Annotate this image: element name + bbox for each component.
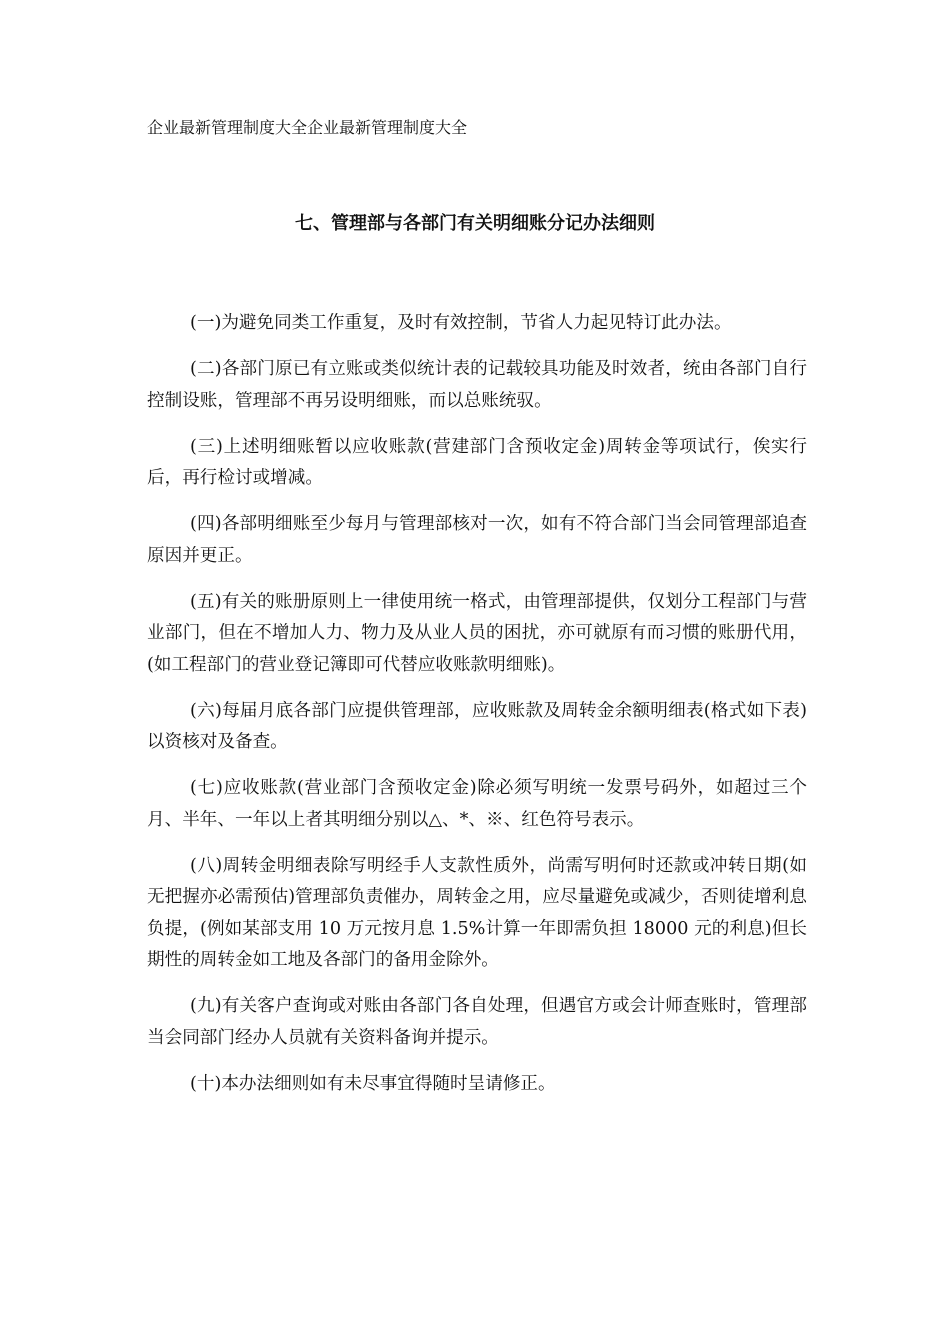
paragraph-5: (五)有关的账册原则上一律使用统一格式，由管理部提供，仅划分工程部门与营业部门，但在不增加人力、物力及从业人员的困扰，亦可就原有而习惯的账册代用，(如工程部门的营业登记簿即可代替应收账款明细账)。	[147, 591, 807, 675]
paragraph-10: (十)本办法细则如有未尽事宜得随时呈请修正。	[190, 1073, 556, 1094]
paragraph-4: (四)各部明细账至少每月与管理部核对一次，如有不符合部门当会同管理部追查原因并更正。	[147, 514, 807, 566]
paragraph-2: (二)各部门原已有立账或类似统计表的记载较具功能及时效者，统由各部门自行控制设账，管理部不再另设明细账，而以总账统驭。	[147, 359, 807, 411]
paragraph-9: (九)有关客户查询或对账由各部门各自处理，但遇官方或会计师查账时，管理部当会同部门经办人员就有关资料备询并提示。	[147, 996, 807, 1048]
paragraph-7: (七)应收账款(营业部门含预收定金)除必须写明统一发票号码外，如超过三个月、半年、一年以上者其明细分别以△、*、※、红色符号表示。	[147, 778, 807, 830]
running-header: 企业最新管理制度大全企业最新管理制度大全	[147, 118, 468, 137]
document-body	[147, 308, 807, 1115]
paragraph-3: (三)上述明细账暂以应收账款(营建部门含预收定金)周转金等项试行，俟实行后，再行检讨或增减。	[147, 436, 807, 488]
paragraph-6: (六)每届月底各部门应提供管理部，应收账款及周转金余额明细表(格式如下表)以资核对及备查。	[147, 700, 807, 752]
paragraph-8: (八)周转金明细表除写明经手人支款性质外，尚需写明何时还款或冲转日期(如无把握亦必需预估)管理部负责催办，周转金之用，应尽量避免或减少，否则徒增利息负提，(例如某部支用 10 万元按月息 1.5%计算一年即需负担 18000 元的利息)但长期性的周转金如工地及各部门的备用金除外。	[147, 855, 807, 970]
paragraph-1: (一)为避免同类工作重复，及时有效控制，节省人力起见特订此办法。	[190, 313, 732, 333]
document-title: 七、管理部与各部门有关明细账分记办法细则	[295, 213, 655, 234]
